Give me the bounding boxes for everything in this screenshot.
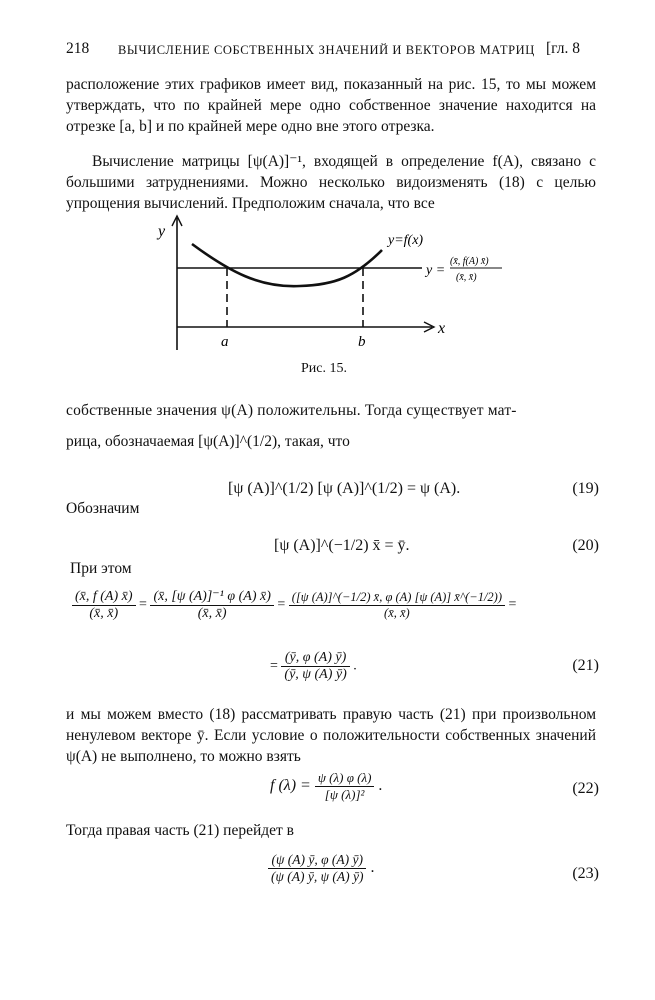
fraction-3-num: ([ψ (A)]^(−1/2) x̄, φ (A) [ψ (A)] x̄^(−1/2))	[289, 590, 505, 606]
paragraph-3-line-2: рица, обозначаемая [ψ(A)]^(1/2), такая, что	[66, 433, 350, 450]
equation-23: $\frac{(\psi (A) ȳ, \varphi (A) ȳ)}{(\psi (A) ȳ, \psi (A) ȳ)}$ .	[268, 852, 374, 885]
fraction-4	[281, 650, 349, 683]
fraction-4-den: (ȳ, ψ (A) ȳ)	[284, 667, 347, 682]
line-label-lhs: y =	[426, 263, 446, 278]
fraction-1-num: (x̄, f (A) x̄)	[72, 589, 136, 606]
fraction-1-den: (x̄, x̄)	[89, 605, 119, 621]
equals-sign: =	[277, 597, 286, 613]
equation-23-fraction	[268, 852, 366, 885]
equation-22: f (λ) = $\frac{\psi (\lambda) \varphi (\lambda)}{\text{[ψ (λ)]²}}$ .	[270, 770, 383, 802]
curve-label: y=f(x)	[388, 233, 424, 248]
equals-sign: =	[270, 658, 278, 674]
equation-23-num: (ψ (A) ȳ, φ (A) ȳ)	[268, 852, 366, 869]
paragraph-4: и мы можем вместо (18) рассматривать правую часть (21) при произвольном ненулевом векторе ȳ. Если условие о положительности собственных значений ψ(A) не выполнено, то можно взять	[66, 706, 596, 765]
equation-23-den: (ψ (A) ȳ, ψ (A) ȳ)	[271, 869, 364, 884]
point-b-label: b	[358, 334, 366, 350]
equation-22-lhs: f (λ) =	[270, 777, 311, 795]
equation-21-line-2: = $\frac{(ȳ, \varphi (A) ȳ)}{(ȳ, \psi (A) ȳ)}$ .	[270, 650, 357, 682]
chapter-ref: [гл. 8	[546, 40, 580, 57]
paragraph-5: Тогда правая часть (21) перейдет в	[66, 822, 295, 839]
fraction-1	[72, 589, 136, 622]
running-title: ВЫЧИСЛЕНИЕ СОБСТВЕННЫХ ЗНАЧЕНИЙ И ВЕКТОРОВ МАТРИЦ	[118, 43, 535, 57]
equation-19: [ψ (A)]^(1/2) [ψ (A)]^(1/2) = ψ (A).	[228, 480, 461, 497]
at-this-label: При этом	[70, 560, 132, 577]
equation-20-number: (20)	[572, 537, 599, 554]
equation-21-number: (21)	[572, 657, 599, 674]
paragraph-3-line-1: собственные значения ψ(A) положительны. Тогда существует мат-	[66, 402, 517, 419]
equals-sign: =	[139, 597, 147, 613]
fraction-2-den: (x̄, x̄)	[197, 606, 227, 621]
fraction-3	[289, 590, 505, 621]
line-label-den: (x̄, x̄)	[456, 272, 477, 283]
fraction-2	[150, 588, 273, 622]
equation-22-den: [ψ (λ)]²	[324, 787, 365, 802]
x-axis-label: x	[438, 320, 446, 337]
fraction-4-num: (ȳ, φ (A) ȳ)	[281, 650, 349, 667]
point-a-label: a	[221, 334, 229, 350]
equation-20: [ψ (A)]^(−1/2) x̄ = ȳ.	[274, 537, 410, 554]
y-axis-label: y	[158, 223, 166, 240]
equation-19-number: (19)	[572, 480, 599, 497]
page-number: 218	[66, 40, 90, 57]
figure-caption: Рис. 15.	[301, 361, 347, 376]
equation-21-line-1	[72, 588, 516, 622]
equation-22-fraction	[315, 770, 375, 803]
fraction-2-num: (x̄, [ψ (A)]⁻¹ φ (A) x̄)	[150, 588, 273, 606]
equation-22-num: ψ (λ) φ (λ)	[315, 770, 375, 787]
figure-15	[150, 212, 510, 362]
line-label-num: (x̄, f(A) x̄)	[450, 256, 489, 267]
equation-22-number: (22)	[572, 780, 599, 797]
paragraph-2: Вычисление матрицы [ψ(A)]⁻¹, входящей в определение f(A), связано с большими затруднениями. Можно несколько видоизменять (18) с целью упрощения вычислений. Предположим сначала, что все	[66, 153, 596, 212]
equals-sign: =	[508, 597, 517, 613]
fraction-3-den: (x̄, x̄)	[384, 605, 410, 620]
denote-label: Обозначим	[66, 500, 140, 517]
curve-f	[192, 244, 382, 286]
paragraph-1: расположение этих графиков имеет вид, показанный на рис. 15, то мы можем утверждать, что по крайней мере одно собственное значение находится на отрезке [a, b] и по крайней мере одно вне этого отрезка.	[66, 76, 596, 135]
equation-23-number: (23)	[572, 865, 599, 882]
